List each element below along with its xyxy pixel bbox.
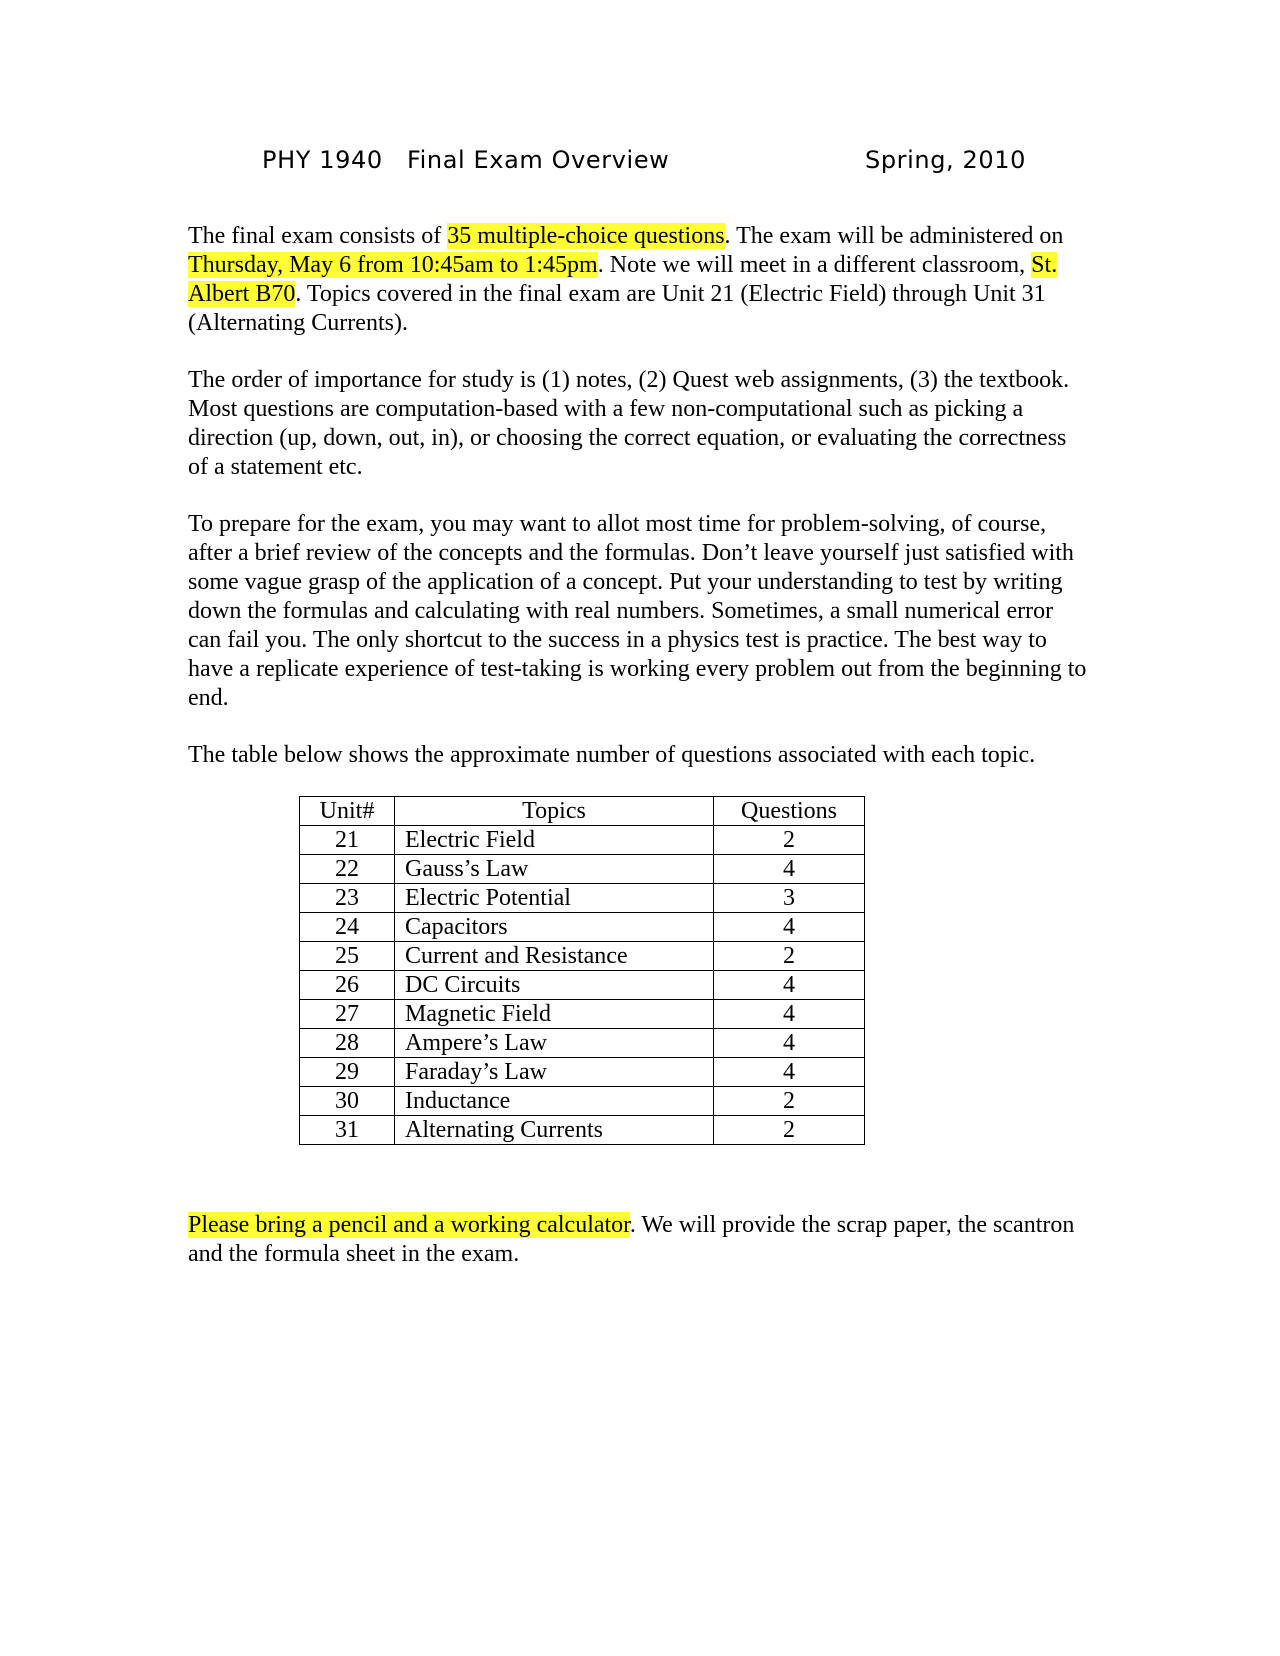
topic-cell: Magnetic Field bbox=[395, 1000, 714, 1029]
questions-cell: 4 bbox=[714, 913, 865, 942]
questions-cell: 4 bbox=[714, 855, 865, 884]
unit-cell: 23 bbox=[300, 884, 395, 913]
unit-cell: 21 bbox=[300, 826, 395, 855]
unit-cell: 28 bbox=[300, 1029, 395, 1058]
highlight-classroom: St. Albert B70 bbox=[188, 252, 1058, 307]
study-order-paragraph: The order of importance for study is (1) notes, (2) Quest web assignments, (3) the textbook. Most questions are computation-based with a few non-computational such as picking a direction (up, down, out, in), or choosing the correct equation, or evaluating the correctness of a statement etc. bbox=[188, 367, 1070, 480]
questions-cell: 4 bbox=[714, 1029, 865, 1058]
topic-cell: Gauss’s Law bbox=[395, 855, 714, 884]
unit-cell: 24 bbox=[300, 913, 395, 942]
paragraph-text: . The exam will be administered on bbox=[724, 223, 1064, 249]
unit-cell: 29 bbox=[300, 1058, 395, 1087]
questions-cell: 4 bbox=[714, 1058, 865, 1087]
table-row bbox=[300, 1000, 865, 1029]
column-header-topics: Topics bbox=[395, 797, 714, 826]
table-row bbox=[300, 1029, 865, 1058]
unit-cell: 22 bbox=[300, 855, 395, 884]
topic-cell: Electric Potential bbox=[395, 884, 714, 913]
column-header-unit: Unit# bbox=[300, 797, 395, 826]
paragraph-text: . Note we will meet in a different classroom, bbox=[597, 252, 1032, 278]
questions-per-topic-table bbox=[299, 796, 865, 1145]
topic-cell: Faraday’s Law bbox=[395, 1058, 714, 1087]
highlight-exam-date: Thursday, May 6 from 10:45am to 1:45pm bbox=[188, 252, 598, 278]
exam-info-paragraph bbox=[188, 222, 1088, 338]
unit-cell: 31 bbox=[300, 1116, 395, 1145]
topic-cell: Ampere’s Law bbox=[395, 1029, 714, 1058]
topic-cell: Alternating Currents bbox=[395, 1116, 714, 1145]
table-row bbox=[300, 855, 865, 884]
table-row bbox=[300, 826, 865, 855]
table-intro-paragraph: The table below shows the approximate number of questions associated with each topic. bbox=[188, 742, 1036, 768]
questions-cell: 2 bbox=[714, 1087, 865, 1116]
topic-cell: DC Circuits bbox=[395, 971, 714, 1000]
paragraph-text: . We will provide the scrap paper, the scantron and the formula sheet in the exam. bbox=[188, 1212, 1075, 1267]
questions-cell: 4 bbox=[714, 1000, 865, 1029]
highlight-question-count: 35 multiple-choice questions bbox=[447, 223, 725, 249]
term-label: Spring, 2010 bbox=[865, 146, 1026, 174]
highlight-supplies: Please bring a pencil and a working calculator bbox=[188, 1212, 630, 1238]
unit-cell: 27 bbox=[300, 1000, 395, 1029]
unit-cell: 30 bbox=[300, 1087, 395, 1116]
questions-cell: 3 bbox=[714, 884, 865, 913]
document-header bbox=[262, 146, 1026, 182]
table-row bbox=[300, 1058, 865, 1087]
questions-cell: 2 bbox=[714, 942, 865, 971]
unit-cell: 26 bbox=[300, 971, 395, 1000]
paragraph-text: The final exam consists of bbox=[188, 223, 448, 249]
topic-cell: Inductance bbox=[395, 1087, 714, 1116]
document-title: Final Exam Overview bbox=[407, 146, 670, 174]
paragraph-text: . Topics covered in the final exam are Unit 21 (Electric Field) through Unit 31 (Alternating Currents). bbox=[188, 281, 1046, 336]
table-row bbox=[300, 913, 865, 942]
course-code: PHY 1940 bbox=[262, 146, 383, 174]
table-row bbox=[300, 1116, 865, 1145]
preparation-paragraph: To prepare for the exam, you may want to allot most time for problem-solving, of course, after a brief review of the concepts and the formulas. Don’t leave yourself just satisfied with some vague grasp of the application of a concept. Put your understanding to test by writing down the formulas and calculating with real numbers. Sometimes, a small numerical error can fail you. The only shortcut to the success in a physics test is practice. The best way to have a replicate experience of test-taking is working every problem out from the beginning to end. bbox=[188, 511, 1087, 711]
topic-cell: Current and Resistance bbox=[395, 942, 714, 971]
supplies-paragraph bbox=[188, 1211, 1088, 1269]
table-row bbox=[300, 1087, 865, 1116]
table-header-row bbox=[300, 797, 865, 826]
unit-cell: 25 bbox=[300, 942, 395, 971]
questions-cell: 2 bbox=[714, 1116, 865, 1145]
questions-cell: 2 bbox=[714, 826, 865, 855]
table-row bbox=[300, 884, 865, 913]
table-row bbox=[300, 971, 865, 1000]
topic-cell: Electric Field bbox=[395, 826, 714, 855]
column-header-questions: Questions bbox=[714, 797, 865, 826]
topic-cell: Capacitors bbox=[395, 913, 714, 942]
table-row bbox=[300, 942, 865, 971]
questions-cell: 4 bbox=[714, 971, 865, 1000]
